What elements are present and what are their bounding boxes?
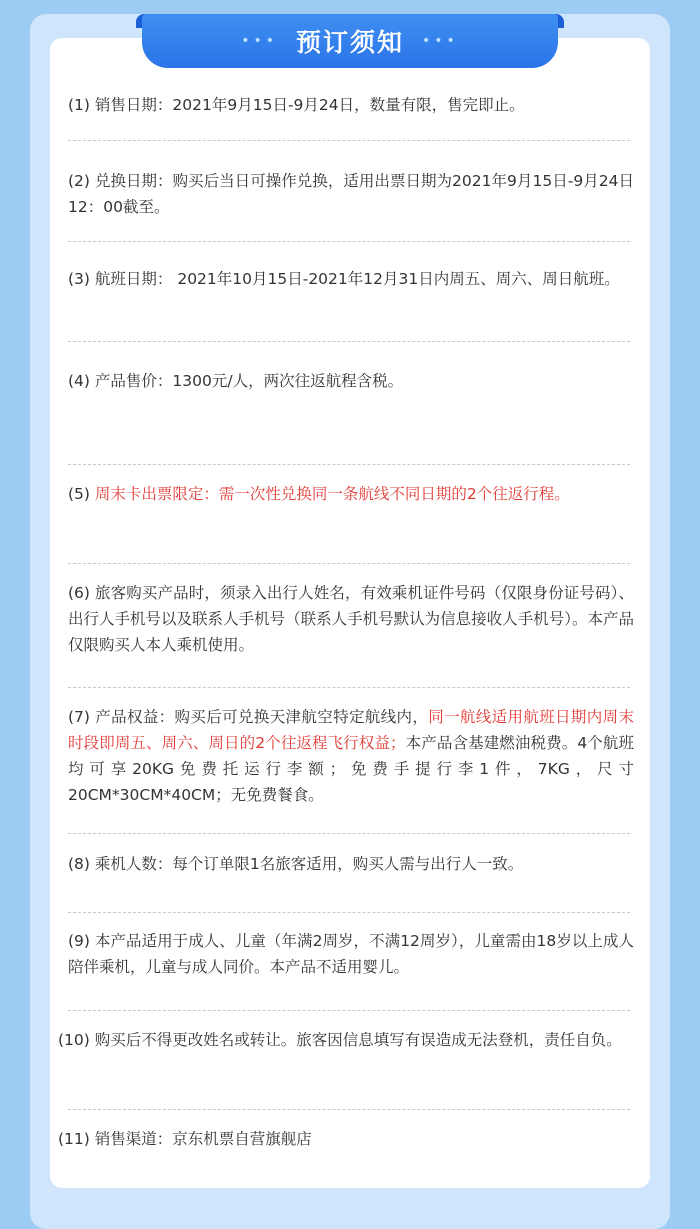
notice-item-5 — [68, 481, 634, 507]
divider — [68, 1010, 630, 1011]
divider — [68, 140, 630, 141]
item-text: 本产品含基建燃油税费。4个航班均可享20KG免费托运行李额；免费手提行李1件，7KG，尺寸20CM*30CM*40CM；无免费餐食。 — [68, 734, 634, 804]
item-text: 兑换日期：购买后当日可操作兑换，适用出票日期为2021年9月15日-9月24日12：00截至。 — [68, 172, 634, 216]
divider — [68, 1109, 630, 1110]
notice-item-9 — [68, 928, 634, 980]
item-number: (1) — [68, 96, 90, 114]
notice-item-8 — [68, 851, 634, 877]
item-text-highlight: 同一航线适用航班日期内周末时段即周五、周六、周日的2个往返程飞行权益； — [68, 708, 634, 752]
item-number: (9) — [68, 932, 90, 950]
divider — [68, 464, 630, 465]
dots-left-icon: ••• — [241, 33, 278, 49]
divider — [68, 687, 630, 688]
divider — [68, 833, 630, 834]
dots-right-icon: ••• — [422, 33, 459, 49]
item-text: 购买后不得更改姓名或转让。旅客因信息填写有误造成无法登机，责任自负。 — [94, 1031, 622, 1049]
item-text: 销售日期：2021年9月15日-9月24日，数量有限，售完即止。 — [94, 96, 525, 114]
notice-item-11 — [58, 1126, 634, 1152]
item-text: 销售渠道：京东机票自营旗舰店 — [94, 1130, 312, 1148]
item-number: (6) — [68, 584, 90, 602]
item-number: (3) — [68, 270, 90, 288]
item-number: (8) — [68, 855, 90, 873]
item-number: (4) — [68, 372, 90, 390]
notice-item-10 — [58, 1027, 634, 1053]
item-number: (11) — [58, 1130, 90, 1148]
divider — [68, 563, 630, 564]
notice-item-4 — [68, 368, 634, 394]
notice-item-1 — [68, 92, 634, 118]
notice-item-3 — [68, 266, 634, 292]
page-title: 预订须知 — [295, 28, 404, 57]
item-number: (7) — [68, 708, 90, 726]
item-number: (5) — [68, 485, 90, 503]
item-text: 本产品适用于成人、儿童（年满2周岁，不满12周岁），儿童需由18岁以上成人陪伴乘机，儿童与成人同价。本产品不适用婴儿。 — [68, 932, 635, 976]
item-text: 航班日期： 2021年10月15日-2021年12月31日内周五、周六、周日航班。 — [94, 270, 620, 288]
item-text: 产品售价：1300元/人，两次往返航程含税。 — [94, 372, 404, 390]
notice-item-6 — [68, 580, 634, 658]
item-number: (10) — [58, 1031, 90, 1049]
item-text: 旅客购买产品时，须录入出行人姓名，有效乘机证件号码（仅限身份证号码）、出行人手机号以及联系人手机号（联系人手机号默认为信息接收人手机号）。本产品仅限购买人本人乘机使用。 — [68, 584, 634, 654]
notice-item-2 — [68, 168, 634, 220]
item-text-highlight: 周末卡出票限定：需一次性兑换同一条航线不同日期的2个往返行程。 — [94, 485, 570, 503]
divider — [68, 912, 630, 913]
divider — [68, 341, 630, 342]
divider — [68, 241, 630, 242]
title-banner — [136, 14, 564, 68]
banner-body — [142, 14, 558, 68]
item-number: (2) — [68, 172, 90, 190]
item-text: 产品权益：购买后可兑换天津航空特定航线内， — [95, 708, 429, 726]
notice-item-7 — [68, 704, 634, 808]
item-text: 乘机人数：每个订单限1名旅客适用，购买人需与出行人一致。 — [94, 855, 524, 873]
